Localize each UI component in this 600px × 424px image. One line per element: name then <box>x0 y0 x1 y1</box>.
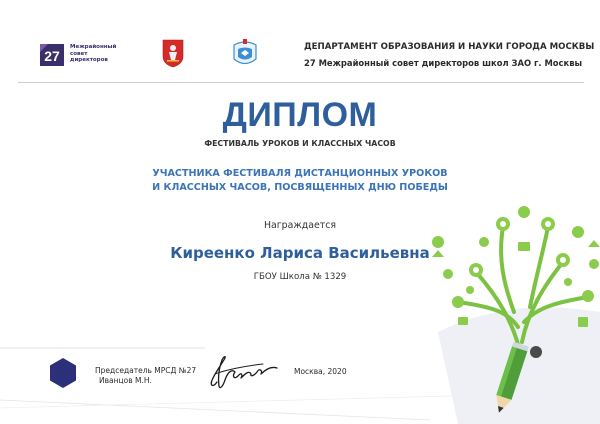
awarded-label: Награждается <box>263 220 337 231</box>
recipient-name: Киреенко Лариса Васильевна <box>170 244 430 262</box>
council-logo-text <box>70 44 130 64</box>
department-title: ДЕПАРТАМЕНТ ОБРАЗОВАНИЯ И НАУКИ ГОРОДА МОСКВЫ <box>304 42 595 52</box>
council-title: 27 Межрайонный совет директоров школ ЗАО г. Москвы <box>304 58 583 68</box>
logo-text-line-3: директоров <box>70 57 108 63</box>
council-logo-icon <box>38 40 66 68</box>
logo-number: 27 <box>44 48 60 64</box>
place-and-date: Москва, 2020 <box>294 367 347 376</box>
logo-text-line-2: совет <box>70 50 88 57</box>
signature-icon <box>205 352 283 394</box>
participant-line-2: И КЛАССНЫХ ЧАСОВ, ПОСВЯЩЕННЫХ ДНЮ ПОБЕДЫ <box>152 182 448 193</box>
pencil-tree-illustration-icon <box>418 202 600 424</box>
logo-text-line-1: Межрайонный <box>70 44 117 50</box>
diploma-title: ДИПЛОМ <box>222 96 378 134</box>
education-department-emblem-icon <box>232 37 258 69</box>
signer-name: Иванцов М.Н. <box>99 376 152 385</box>
hexagon-icon <box>48 357 78 389</box>
signer-role: Председатель МРСД №27 <box>95 366 197 375</box>
moscow-coat-of-arms-icon <box>162 38 184 68</box>
recipient-school: ГБОУ Школа № 1329 <box>253 272 347 282</box>
header-divider <box>18 82 584 83</box>
participant-line-1: УЧАСТНИКА ФЕСТИВАЛЯ ДИСТАНЦИОННЫХ УРОКОВ <box>152 168 448 179</box>
festival-subtitle: ФЕСТИВАЛЬ УРОКОВ И КЛАССНЫХ ЧАСОВ <box>204 139 396 148</box>
